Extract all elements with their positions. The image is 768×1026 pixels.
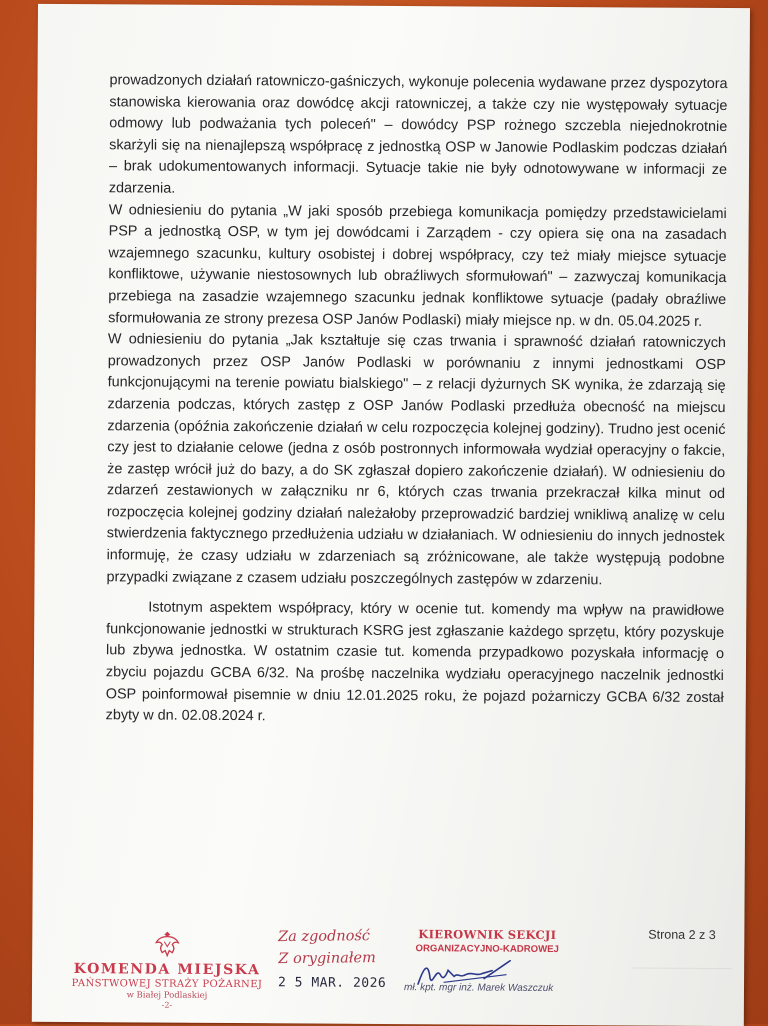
paragraph-1: prowadzonych działań ratowniczo-gaśniczych, wykonuje polecenia wydawane przez dyspozytora stanowiska kierowania oraz dowódcę akcji ratowniczej, a także czy nie występowały sytuacje odmowy lub podważania tych poleceń" – dowódcy PSP rożnego szczebla niejednokrotnie skarżyli się na nienajlepszą współpracę z jednostką OSP w Janowie Podlaskim podczas działań – brak udokumentowanych informacji. Sytuacje takie nie były odnotowywane w informacji ze zdarzenia. — [108, 72, 728, 197]
paragraph-3: W odniesieniu do pytania „Jak kształtuje się czas trwania i sprawność działań ratowniczych prowadzonych przez OSP Janów Podlaski w porównaniu z innymi jednostkami OSP funkcjonującymi na terenie powiatu bialskiego" – z relacji dyżurnych SK wynika, że zdarzają się zdarzenia podczas, których zastęp z OSP Janów Podlaski przedłuża obecność na miejscu zdarzenia (opóźnia zakończenie działań w celu rozpoczęcia kolejnej godziny). Trudno jest ocenić czy jest to działanie celowe (jedna z osób postronnych informowała wydział operacyjny o fakcie, że zastęp wrócił już do bazy, a do SK zgłaszał dopiero zakończenie działań). W odniesieniu do zdarzeń zestawionych w załączniku nr 6, których czas trwania przekraczał kilka minut od rozpoczęcia kolejnej godziny działań należałoby przeprowadzić bardziej wnikliwą analizę w celu stwierdzenia faktycznego przedłużenia udziału w działaniach. W odniesieniu do innych jednostek informuję, że czasy udziału w zdarzeniach są zróżnicowane, ale także występują podobne przypadki związane z czasem udziału poszczególnych zastępów w zdarzeniu. — [106, 331, 726, 588]
kierownik-subtitle: ORGANIZACYJNO-KADROWEJ — [415, 943, 559, 956]
paragraph-4: Istotnym aspektem współpracy, który w ocenie tut. komendy ma wpływ na prawidłowe funkcjonowanie jednostki w strukturach KSRG jest zgłaszanie każdego sprzętu, który pozyskuje lub zbywa jednostka. W ostatnim czasie tut. komenda przypadkowo pozyskała informację o zbyciu pojazdu GCBA 6/32. Na prośbę naczelnika wydziału operacyjnego naczelnik jednostki OSP poinformował pisemnie w dniu 12.01.2025 roku, że pojazd pożarniczy GCBA 6/32 został zbyty w dn. 02.08.2024 r. — [105, 599, 725, 725]
kierownik-title: KIEROWNIK SEKCJI — [418, 927, 557, 943]
paragraph-2: W odniesieniu do pytania „W jaki sposób przebiega komunikacja pomiędzy przedstawicielami PSP a jednostką OSP, w tym jej dowódcami i Zarządem - czy opiera się ona na zasadach wzajemnego szacunku, kultury osobistej i dobrej współpracy, czy też miały miejsce sytuacje konfliktowe, używanie niestosownych lub obraźliwych sformułowań" – zazwyczaj komunikacja przebiega na zasadzie wzajemnego szacunku jednak konfliktowe sytuacje (padały obraźliwe sformułowania ze strony prezesa OSP Janów Podlaski) miały miejsce np. w dn. 05.04.2025 r. — [108, 201, 727, 330]
komenda-number: -2- — [161, 1000, 173, 1010]
kierownik-stamp — [402, 927, 572, 955]
date-stamp: 2 5 MAR. 2026 — [277, 975, 387, 991]
zgodnosc-line-1: Za zgodność — [278, 928, 371, 946]
faint-imprint — [632, 967, 732, 983]
komenda-subtitle: PAŃSTWOWEJ STRAŻY POŻARNEJ — [71, 978, 263, 991]
document-page — [32, 4, 750, 1026]
zgodnosc-line-2: Z oryginałem — [278, 950, 376, 968]
document-body — [106, 70, 728, 731]
komenda-location: w Białej Podlaskiej — [126, 990, 208, 1001]
page-number: Strona 2 z 3 — [648, 927, 716, 942]
zgodnosc-stamp — [278, 925, 376, 970]
komenda-title: KOMENDA MIEJSKA — [73, 961, 261, 979]
komenda-stamp — [62, 928, 272, 1010]
kierownik-name: mł. kpt. mgr inż. Marek Waszczuk — [403, 982, 554, 994]
eagle-emblem-icon — [154, 929, 180, 959]
